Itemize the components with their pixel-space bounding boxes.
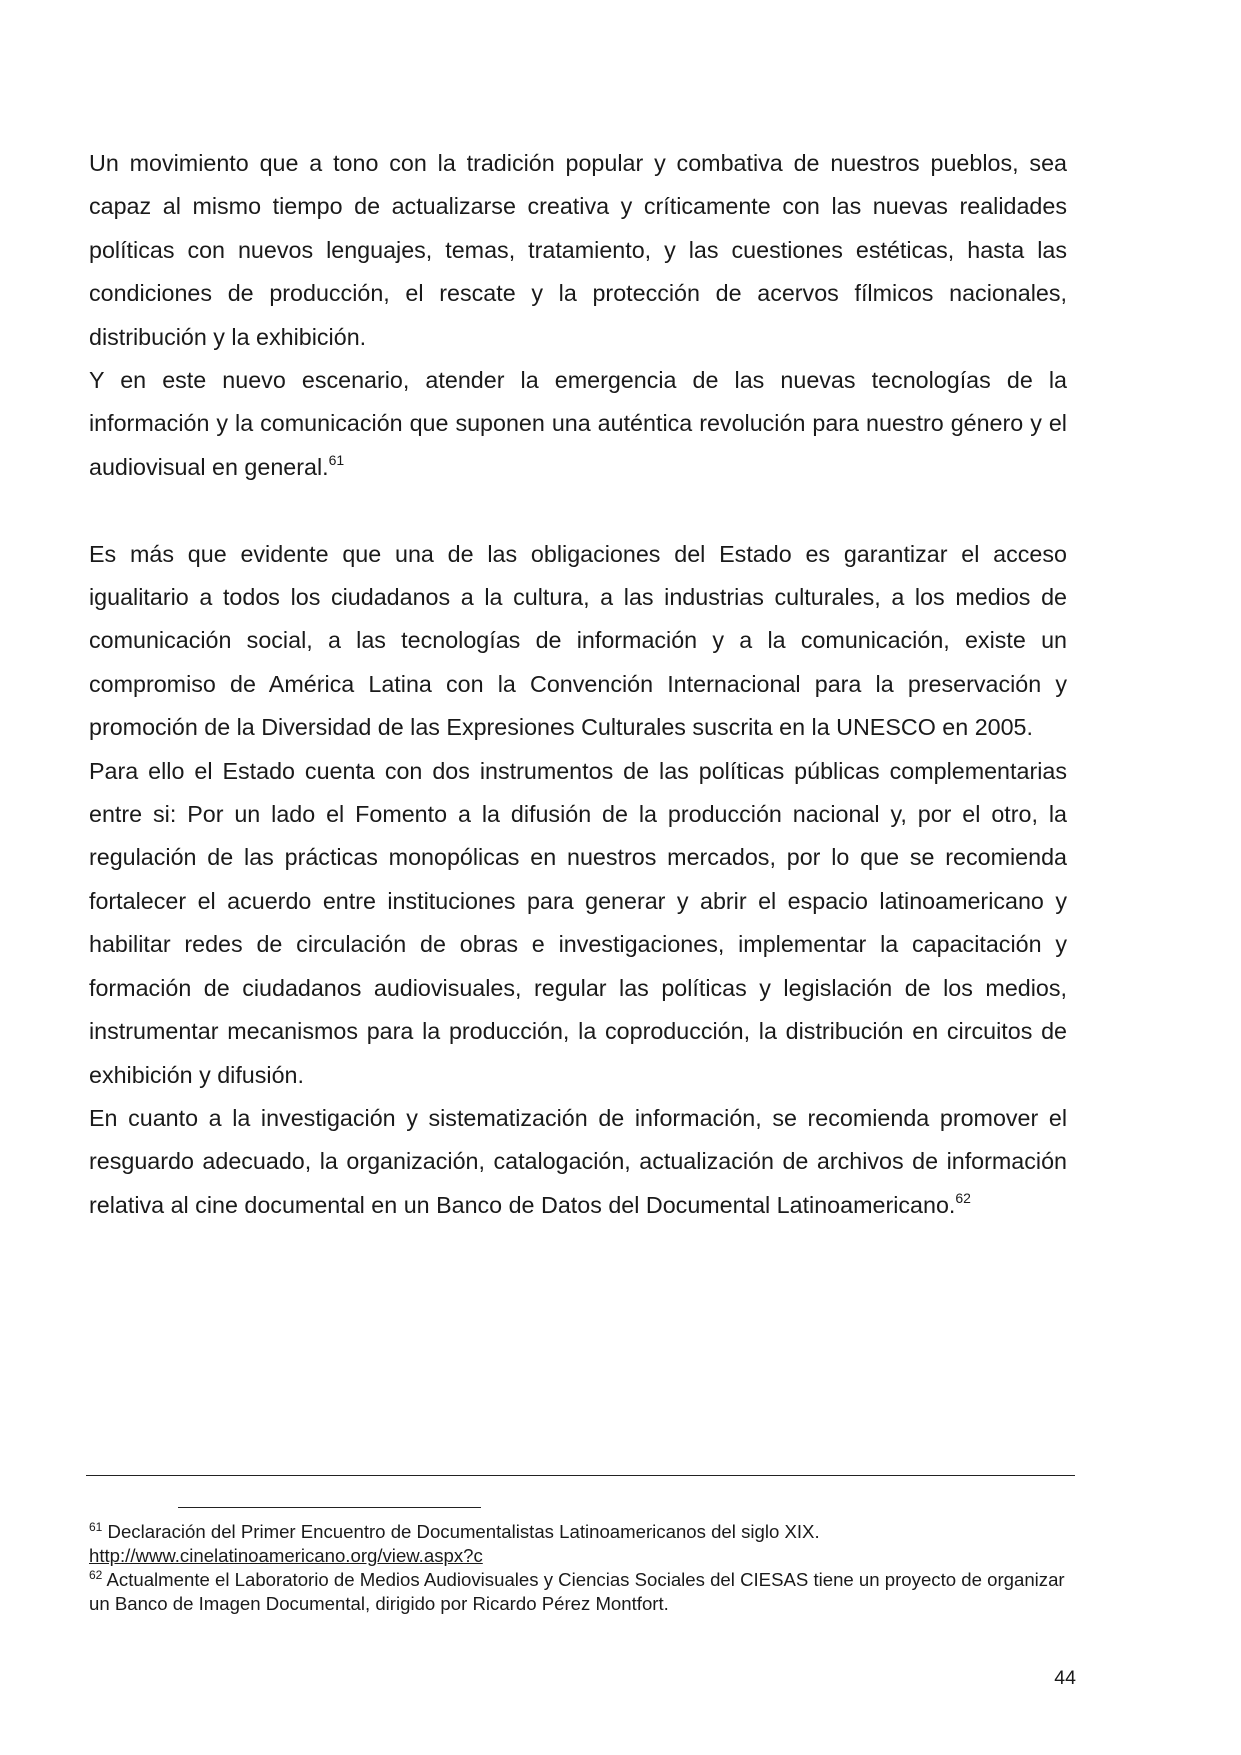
- paragraph-3-text: Es más que evidente que una de las obligaciones del Estado es garantizar el acceso igualitario a todos los ciudadanos a la cultura, a las industrias culturales, a los medios de comunicación social, a las tecnologías de información y a la comunicación, existe un compromiso de América Latina con la Convención Internacional para la preservación y promoción de la Diversidad de las Expresiones Culturales suscrita en la UNESCO en 2005.: [89, 540, 1067, 741]
- footnote-text: Declaración del Primer Encuentro de Documentalistas Latinoamericanos del siglo XIX.: [102, 1521, 820, 1542]
- paragraph-5: [89, 1097, 1067, 1227]
- footer-separator-line: [86, 1475, 1075, 1476]
- footnote-link[interactable]: http://www.cinelatinoamericano.org/view.aspx?c: [89, 1545, 483, 1566]
- paragraph-2-text: Y en este nuevo escenario, atender la emergencia de las nuevas tecnologías de la información y la comunicación que suponen una auténtica revolución para nuestro género y el audiovisual en general.: [89, 367, 1067, 480]
- footnote-text: Actualmente el Laboratorio de Medios Audiovisuales y Ciencias Sociales del CIESAS tiene un proyecto de organizar un Banco de Imagen Documental, dirigido por Ricardo Pérez Montfort.: [89, 1569, 1065, 1614]
- footnote-number: 62: [89, 1568, 103, 1582]
- paragraph-1: [89, 142, 1067, 359]
- footnote-62: [89, 1568, 1079, 1616]
- paragraph-1-text: Un movimiento que a tono con la tradición popular y combativa de nuestros pueblos, sea capaz al mismo tiempo de actualizarse creativa y críticamente con las nuevas realidades políticas con nuevos lenguajes, temas, tratamiento, y las cuestiones estéticas, hasta las condiciones de producción, el rescate y la protección de acervos fílmicos nacionales, distribución y la exhibición.: [89, 150, 1067, 350]
- paragraph-3: [89, 533, 1067, 750]
- paragraph-2: [89, 359, 1067, 489]
- page-number: 44: [1054, 1667, 1076, 1689]
- main-text: [89, 142, 1067, 1227]
- footnote-ref-61[interactable]: 61: [328, 451, 345, 468]
- footnote-ref-62[interactable]: 62: [955, 1189, 971, 1206]
- footnote-separator-line: [178, 1507, 481, 1508]
- paragraph-4-text: Para ello el Estado cuenta con dos instrumentos de las políticas públicas complementarias entre si: Por un lado el Fomento a la difusión de la producción nacional y, por el otro, la regulación de las prácticas monopólicas en nuestros mercados, por lo que se recomienda fortalecer el acuerdo entre instituciones para generar y abrir el espacio latinoamericano y habilitar redes de circulación de obras e investigaciones, implementar la capacitación y formación de ciudadanos audiovisuales, regular las políticas y legislación de los medios, instrumentar mecanismos para la producción, la coproducción, la distribución en circuitos de exhibición y difusión.: [89, 757, 1067, 1088]
- paragraph-4: [89, 750, 1067, 1097]
- footnote-number: 61: [89, 1520, 103, 1534]
- paragraph-5-text: En cuanto a la investigación y sistematización de información, se recomienda promover el resguardo adecuado, la organización, catalogación, actualización de archivos de información relativa al cine documental en un Banco de Datos del Documental Latinoamericano.: [89, 1104, 1067, 1218]
- footnotes: [89, 1520, 1079, 1616]
- footnote-61: [89, 1520, 1079, 1568]
